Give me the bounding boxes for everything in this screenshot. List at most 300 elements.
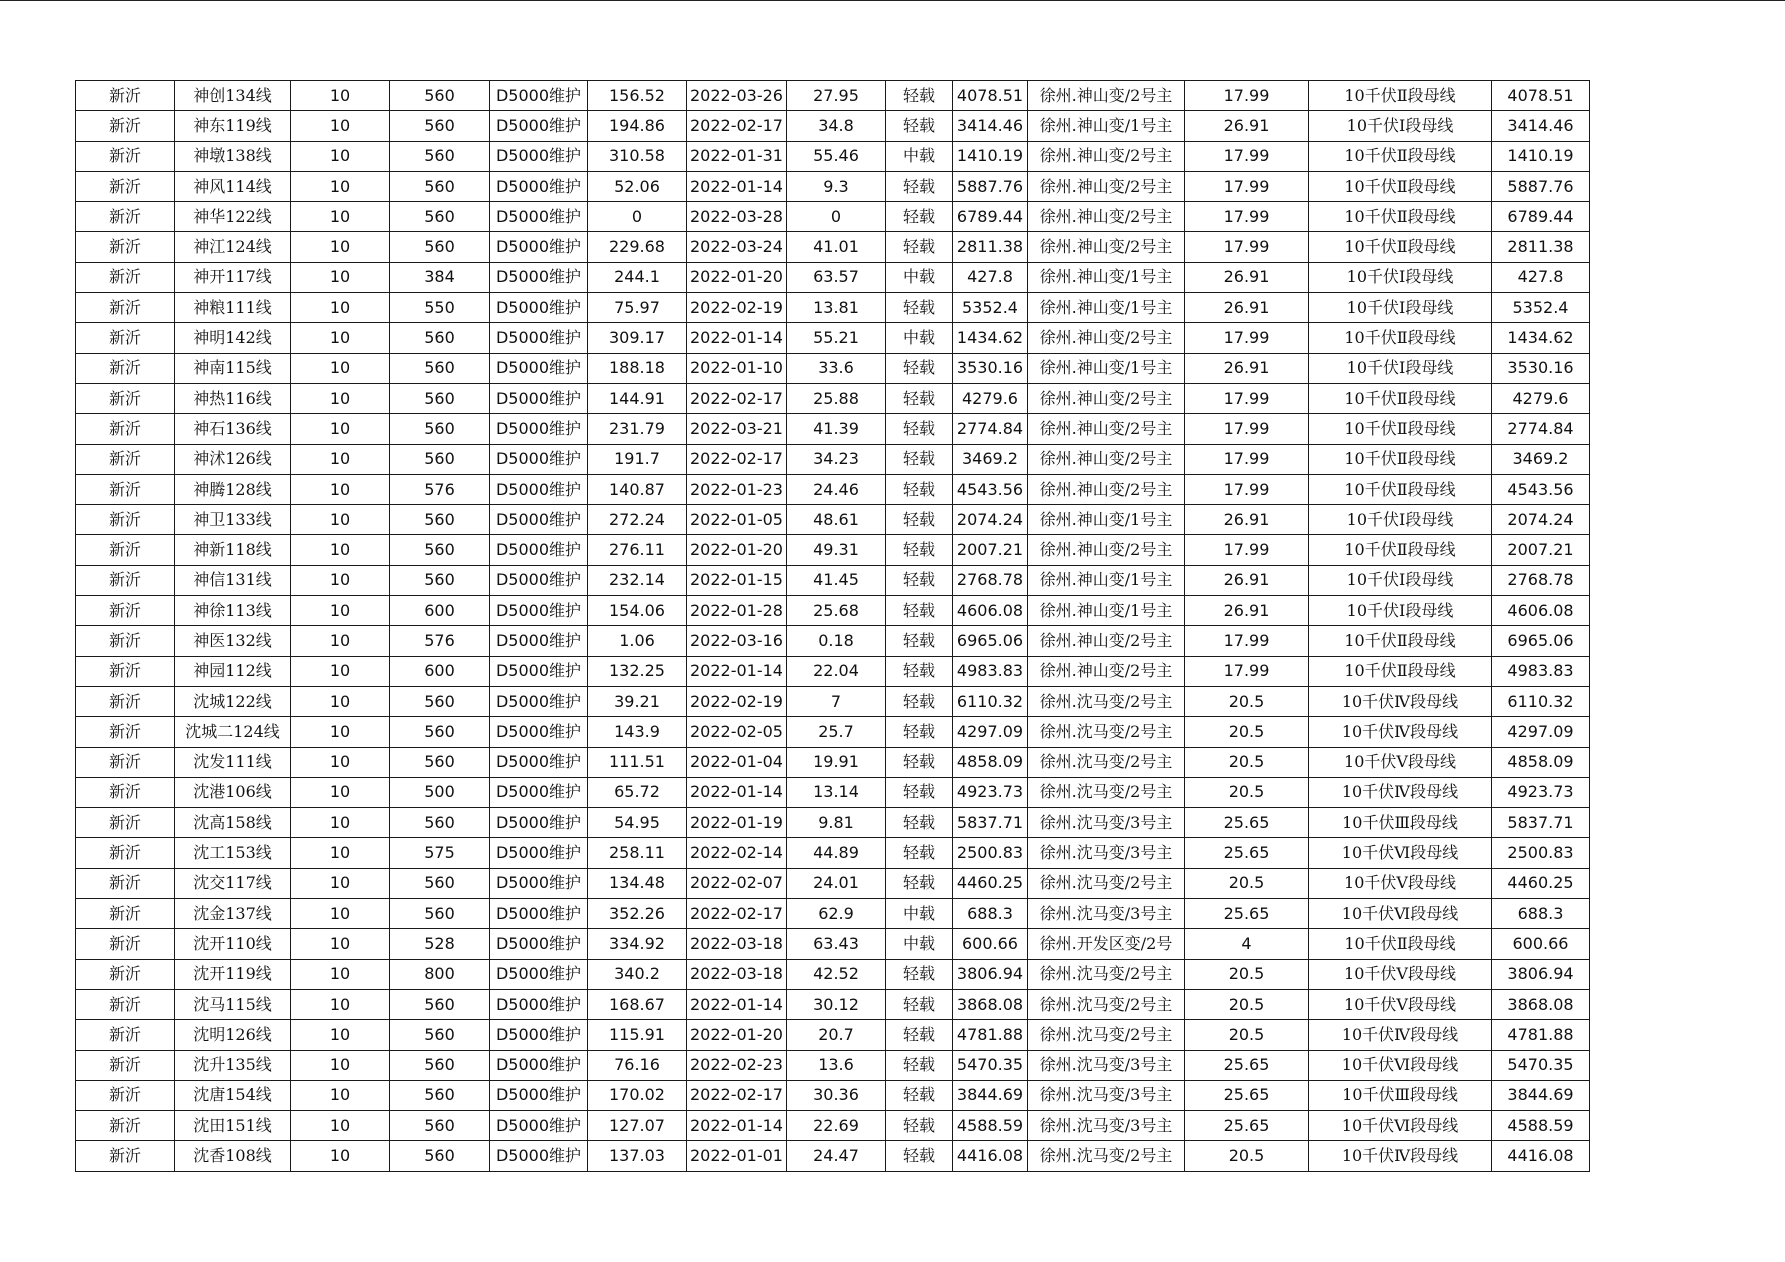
date-cell: 2022-01-14 [687, 656, 787, 686]
transformer-load-rate-cell: 20.5 [1185, 1020, 1309, 1050]
remaining-capacity-2-cell: 3868.08 [1492, 989, 1590, 1019]
remaining-capacity-2-cell: 5887.76 [1492, 171, 1590, 201]
table-row [76, 383, 1590, 413]
remaining-capacity-2-cell: 5352.4 [1492, 293, 1590, 323]
line-name-cell: 神东119线 [175, 111, 291, 141]
load-type-cell: 轻载 [886, 414, 953, 444]
table-row [76, 414, 1590, 444]
system-cell: D5000维护 [490, 111, 588, 141]
rated-current-cell: 560 [390, 1050, 490, 1080]
system-cell: D5000维护 [490, 293, 588, 323]
max-current-cell: 115.91 [588, 1020, 687, 1050]
voltage-cell: 10 [291, 202, 390, 232]
region-cell: 新沂 [76, 929, 175, 959]
table-row [76, 505, 1590, 535]
line-name-cell: 神卫133线 [175, 505, 291, 535]
busbar-cell: 10千伏Ⅴ段母线 [1309, 747, 1492, 777]
load-rate-cell: 34.8 [787, 111, 886, 141]
load-type-cell: 轻载 [886, 626, 953, 656]
max-current-cell: 134.48 [588, 868, 687, 898]
voltage-cell: 10 [291, 505, 390, 535]
remaining-capacity-2-cell: 2500.83 [1492, 838, 1590, 868]
line-name-cell: 神华122线 [175, 202, 291, 232]
load-rate-cell: 24.01 [787, 868, 886, 898]
load-type-cell: 轻载 [886, 717, 953, 747]
transformer-load-rate-cell: 20.5 [1185, 747, 1309, 777]
busbar-cell: 10千伏Ⅳ段母线 [1309, 717, 1492, 747]
load-rate-cell: 19.91 [787, 747, 886, 777]
source-cell: 徐州.沈马变/2号主 [1028, 1020, 1185, 1050]
system-cell: D5000维护 [490, 81, 588, 111]
region-cell: 新沂 [76, 777, 175, 807]
rated-current-cell: 575 [390, 838, 490, 868]
system-cell: D5000维护 [490, 1141, 588, 1171]
load-type-cell: 轻载 [886, 838, 953, 868]
max-current-cell: 276.11 [588, 535, 687, 565]
load-rate-cell: 41.39 [787, 414, 886, 444]
table-row [76, 596, 1590, 626]
system-cell: D5000维护 [490, 383, 588, 413]
max-current-cell: 52.06 [588, 171, 687, 201]
load-type-cell: 轻载 [886, 353, 953, 383]
rated-current-cell: 560 [390, 323, 490, 353]
rated-current-cell: 560 [390, 717, 490, 747]
line-name-cell: 神腾128线 [175, 474, 291, 504]
remaining-capacity-2-cell: 4588.59 [1492, 1111, 1590, 1141]
load-type-cell: 轻载 [886, 1020, 953, 1050]
transformer-load-rate-cell: 20.5 [1185, 686, 1309, 716]
system-cell: D5000维护 [490, 929, 588, 959]
system-cell: D5000维护 [490, 838, 588, 868]
load-rate-cell: 42.52 [787, 959, 886, 989]
system-cell: D5000维护 [490, 202, 588, 232]
date-cell: 2022-01-04 [687, 747, 787, 777]
rated-current-cell: 560 [390, 81, 490, 111]
date-cell: 2022-01-14 [687, 1111, 787, 1141]
remaining-capacity-2-cell: 4606.08 [1492, 596, 1590, 626]
max-current-cell: 154.06 [588, 596, 687, 626]
load-type-cell: 轻载 [886, 596, 953, 626]
busbar-cell: 10千伏Ⅰ段母线 [1309, 596, 1492, 626]
load-type-cell: 轻载 [886, 232, 953, 262]
remaining-capacity-cell: 600.66 [953, 929, 1028, 959]
system-cell: D5000维护 [490, 686, 588, 716]
system-cell: D5000维护 [490, 535, 588, 565]
load-type-cell: 轻载 [886, 1141, 953, 1171]
rated-current-cell: 560 [390, 535, 490, 565]
busbar-cell: 10千伏Ⅲ段母线 [1309, 808, 1492, 838]
load-rate-cell: 27.95 [787, 81, 886, 111]
rated-current-cell: 560 [390, 686, 490, 716]
remaining-capacity-2-cell: 4279.6 [1492, 383, 1590, 413]
busbar-cell: 10千伏Ⅱ段母线 [1309, 232, 1492, 262]
max-current-cell: 54.95 [588, 808, 687, 838]
rated-current-cell: 560 [390, 747, 490, 777]
line-name-cell: 神新118线 [175, 535, 291, 565]
remaining-capacity-cell: 2500.83 [953, 838, 1028, 868]
voltage-cell: 10 [291, 444, 390, 474]
rated-current-cell: 560 [390, 414, 490, 444]
rated-current-cell: 560 [390, 868, 490, 898]
voltage-cell: 10 [291, 1050, 390, 1080]
load-rate-cell: 33.6 [787, 353, 886, 383]
remaining-capacity-2-cell: 4460.25 [1492, 868, 1590, 898]
region-cell: 新沂 [76, 474, 175, 504]
page-top-rule [0, 0, 1785, 1]
transformer-load-rate-cell: 25.65 [1185, 1111, 1309, 1141]
transformer-load-rate-cell: 25.65 [1185, 899, 1309, 929]
date-cell: 2022-03-28 [687, 202, 787, 232]
table-row [76, 293, 1590, 323]
remaining-capacity-cell: 2774.84 [953, 414, 1028, 444]
date-cell: 2022-01-28 [687, 596, 787, 626]
busbar-cell: 10千伏Ⅵ段母线 [1309, 1111, 1492, 1141]
remaining-capacity-cell: 5352.4 [953, 293, 1028, 323]
load-type-cell: 轻载 [886, 81, 953, 111]
transformer-load-rate-cell: 20.5 [1185, 717, 1309, 747]
max-current-cell: 137.03 [588, 1141, 687, 1171]
busbar-cell: 10千伏Ⅱ段母线 [1309, 383, 1492, 413]
busbar-cell: 10千伏Ⅱ段母线 [1309, 202, 1492, 232]
transformer-load-rate-cell: 25.65 [1185, 1080, 1309, 1110]
source-cell: 徐州.沈马变/2号主 [1028, 747, 1185, 777]
voltage-cell: 10 [291, 474, 390, 504]
remaining-capacity-cell: 4923.73 [953, 777, 1028, 807]
remaining-capacity-2-cell: 4781.88 [1492, 1020, 1590, 1050]
max-current-cell: 168.67 [588, 989, 687, 1019]
transformer-load-rate-cell: 20.5 [1185, 959, 1309, 989]
transformer-load-rate-cell: 17.99 [1185, 141, 1309, 171]
table-row [76, 626, 1590, 656]
remaining-capacity-2-cell: 4858.09 [1492, 747, 1590, 777]
rated-current-cell: 550 [390, 293, 490, 323]
load-type-cell: 轻载 [886, 1111, 953, 1141]
date-cell: 2022-01-20 [687, 1020, 787, 1050]
table-row [76, 747, 1590, 777]
voltage-cell: 10 [291, 747, 390, 777]
transformer-load-rate-cell: 17.99 [1185, 626, 1309, 656]
source-cell: 徐州.神山变/2号主 [1028, 202, 1185, 232]
load-rate-cell: 30.36 [787, 1080, 886, 1110]
line-name-cell: 沈明126线 [175, 1020, 291, 1050]
table-row [76, 1080, 1590, 1110]
load-rate-cell: 13.14 [787, 777, 886, 807]
date-cell: 2022-03-18 [687, 929, 787, 959]
remaining-capacity-cell: 4781.88 [953, 1020, 1028, 1050]
transformer-load-rate-cell: 26.91 [1185, 262, 1309, 292]
load-type-cell: 轻载 [886, 111, 953, 141]
load-type-cell: 轻载 [886, 959, 953, 989]
system-cell: D5000维护 [490, 171, 588, 201]
system-cell: D5000维护 [490, 323, 588, 353]
line-name-cell: 沈开110线 [175, 929, 291, 959]
remaining-capacity-cell: 4543.56 [953, 474, 1028, 504]
load-type-cell: 轻载 [886, 1050, 953, 1080]
date-cell: 2022-01-23 [687, 474, 787, 504]
remaining-capacity-cell: 3414.46 [953, 111, 1028, 141]
remaining-capacity-2-cell: 5470.35 [1492, 1050, 1590, 1080]
max-current-cell: 229.68 [588, 232, 687, 262]
system-cell: D5000维护 [490, 656, 588, 686]
system-cell: D5000维护 [490, 989, 588, 1019]
voltage-cell: 10 [291, 717, 390, 747]
transformer-load-rate-cell: 26.91 [1185, 293, 1309, 323]
transformer-load-rate-cell: 17.99 [1185, 474, 1309, 504]
busbar-cell: 10千伏Ⅱ段母线 [1309, 474, 1492, 504]
system-cell: D5000维护 [490, 444, 588, 474]
load-type-cell: 轻载 [886, 747, 953, 777]
load-rate-cell: 25.68 [787, 596, 886, 626]
date-cell: 2022-01-14 [687, 989, 787, 1019]
load-rate-cell: 24.47 [787, 1141, 886, 1171]
max-current-cell: 143.9 [588, 717, 687, 747]
load-type-cell: 中载 [886, 929, 953, 959]
voltage-cell: 10 [291, 626, 390, 656]
voltage-cell: 10 [291, 808, 390, 838]
table-row [76, 232, 1590, 262]
load-rate-cell: 41.45 [787, 565, 886, 595]
remaining-capacity-cell: 4416.08 [953, 1141, 1028, 1171]
source-cell: 徐州.沈马变/2号主 [1028, 686, 1185, 716]
voltage-cell: 10 [291, 353, 390, 383]
date-cell: 2022-02-14 [687, 838, 787, 868]
table-row [76, 989, 1590, 1019]
voltage-cell: 10 [291, 596, 390, 626]
transformer-load-rate-cell: 17.99 [1185, 202, 1309, 232]
source-cell: 徐州.神山变/2号主 [1028, 414, 1185, 444]
rated-current-cell: 560 [390, 111, 490, 141]
date-cell: 2022-01-14 [687, 323, 787, 353]
transformer-load-rate-cell: 20.5 [1185, 989, 1309, 1019]
busbar-cell: 10千伏Ⅰ段母线 [1309, 565, 1492, 595]
region-cell: 新沂 [76, 1080, 175, 1110]
load-rate-cell: 20.7 [787, 1020, 886, 1050]
remaining-capacity-cell: 3530.16 [953, 353, 1028, 383]
voltage-cell: 10 [291, 1141, 390, 1171]
line-name-cell: 沈香108线 [175, 1141, 291, 1171]
transformer-load-rate-cell: 17.99 [1185, 323, 1309, 353]
date-cell: 2022-01-19 [687, 808, 787, 838]
voltage-cell: 10 [291, 171, 390, 201]
source-cell: 徐州.神山变/2号主 [1028, 141, 1185, 171]
source-cell: 徐州.沈马变/2号主 [1028, 959, 1185, 989]
remaining-capacity-cell: 2811.38 [953, 232, 1028, 262]
rated-current-cell: 560 [390, 1020, 490, 1050]
load-type-cell: 轻载 [886, 474, 953, 504]
table-row [76, 899, 1590, 929]
busbar-cell: 10千伏Ⅳ段母线 [1309, 1020, 1492, 1050]
load-rate-cell: 13.6 [787, 1050, 886, 1080]
system-cell: D5000维护 [490, 777, 588, 807]
system-cell: D5000维护 [490, 868, 588, 898]
line-name-cell: 沈工153线 [175, 838, 291, 868]
region-cell: 新沂 [76, 868, 175, 898]
date-cell: 2022-02-07 [687, 868, 787, 898]
table-row [76, 838, 1590, 868]
source-cell: 徐州.沈马变/2号主 [1028, 989, 1185, 1019]
remaining-capacity-2-cell: 427.8 [1492, 262, 1590, 292]
rated-current-cell: 560 [390, 989, 490, 1019]
remaining-capacity-cell: 4297.09 [953, 717, 1028, 747]
region-cell: 新沂 [76, 171, 175, 201]
remaining-capacity-2-cell: 2768.78 [1492, 565, 1590, 595]
load-rate-cell: 13.81 [787, 293, 886, 323]
date-cell: 2022-01-14 [687, 171, 787, 201]
busbar-cell: 10千伏Ⅱ段母线 [1309, 929, 1492, 959]
busbar-cell: 10千伏Ⅴ段母线 [1309, 868, 1492, 898]
voltage-cell: 10 [291, 565, 390, 595]
system-cell: D5000维护 [490, 959, 588, 989]
system-cell: D5000维护 [490, 596, 588, 626]
max-current-cell: 272.24 [588, 505, 687, 535]
source-cell: 徐州.神山变/1号主 [1028, 505, 1185, 535]
rated-current-cell: 560 [390, 1080, 490, 1110]
load-rate-cell: 0.18 [787, 626, 886, 656]
date-cell: 2022-01-15 [687, 565, 787, 595]
load-rate-cell: 9.81 [787, 808, 886, 838]
remaining-capacity-2-cell: 6110.32 [1492, 686, 1590, 716]
date-cell: 2022-02-17 [687, 444, 787, 474]
table-row [76, 959, 1590, 989]
line-name-cell: 神明142线 [175, 323, 291, 353]
rated-current-cell: 560 [390, 1111, 490, 1141]
system-cell: D5000维护 [490, 565, 588, 595]
max-current-cell: 111.51 [588, 747, 687, 777]
load-type-cell: 轻载 [886, 777, 953, 807]
system-cell: D5000维护 [490, 1050, 588, 1080]
transformer-load-rate-cell: 17.99 [1185, 232, 1309, 262]
voltage-cell: 10 [291, 989, 390, 1019]
voltage-cell: 10 [291, 535, 390, 565]
source-cell: 徐州.沈马变/3号主 [1028, 1080, 1185, 1110]
table-row [76, 111, 1590, 141]
region-cell: 新沂 [76, 989, 175, 1019]
rated-current-cell: 600 [390, 596, 490, 626]
remaining-capacity-cell: 4983.83 [953, 656, 1028, 686]
load-rate-cell: 62.9 [787, 899, 886, 929]
remaining-capacity-2-cell: 5837.71 [1492, 808, 1590, 838]
transformer-load-rate-cell: 17.99 [1185, 171, 1309, 201]
region-cell: 新沂 [76, 111, 175, 141]
remaining-capacity-cell: 4279.6 [953, 383, 1028, 413]
line-name-cell: 神粮111线 [175, 293, 291, 323]
date-cell: 2022-01-20 [687, 262, 787, 292]
load-rate-cell: 22.69 [787, 1111, 886, 1141]
table-row [76, 929, 1590, 959]
remaining-capacity-2-cell: 4078.51 [1492, 81, 1590, 111]
transformer-load-rate-cell: 17.99 [1185, 535, 1309, 565]
remaining-capacity-cell: 2007.21 [953, 535, 1028, 565]
transformer-load-rate-cell: 20.5 [1185, 1141, 1309, 1171]
system-cell: D5000维护 [490, 747, 588, 777]
max-current-cell: 194.86 [588, 111, 687, 141]
region-cell: 新沂 [76, 353, 175, 383]
max-current-cell: 334.92 [588, 929, 687, 959]
region-cell: 新沂 [76, 899, 175, 929]
load-rate-cell: 25.88 [787, 383, 886, 413]
rated-current-cell: 560 [390, 171, 490, 201]
max-current-cell: 156.52 [588, 81, 687, 111]
busbar-cell: 10千伏Ⅰ段母线 [1309, 505, 1492, 535]
table-row [76, 868, 1590, 898]
system-cell: D5000维护 [490, 1080, 588, 1110]
system-cell: D5000维护 [490, 1111, 588, 1141]
rated-current-cell: 560 [390, 444, 490, 474]
transformer-load-rate-cell: 17.99 [1185, 383, 1309, 413]
rated-current-cell: 560 [390, 383, 490, 413]
line-name-cell: 神热116线 [175, 383, 291, 413]
load-rate-cell: 34.23 [787, 444, 886, 474]
remaining-capacity-2-cell: 6789.44 [1492, 202, 1590, 232]
region-cell: 新沂 [76, 626, 175, 656]
remaining-capacity-2-cell: 3469.2 [1492, 444, 1590, 474]
region-cell: 新沂 [76, 535, 175, 565]
load-rate-cell: 49.31 [787, 535, 886, 565]
source-cell: 徐州.神山变/2号主 [1028, 232, 1185, 262]
line-name-cell: 沈马115线 [175, 989, 291, 1019]
voltage-cell: 10 [291, 838, 390, 868]
remaining-capacity-2-cell: 2074.24 [1492, 505, 1590, 535]
remaining-capacity-2-cell: 3844.69 [1492, 1080, 1590, 1110]
busbar-cell: 10千伏Ⅰ段母线 [1309, 111, 1492, 141]
line-name-cell: 沈金137线 [175, 899, 291, 929]
table-row [76, 1050, 1590, 1080]
max-current-cell: 231.79 [588, 414, 687, 444]
remaining-capacity-cell: 1410.19 [953, 141, 1028, 171]
line-name-cell: 神园112线 [175, 656, 291, 686]
line-name-cell: 沈升135线 [175, 1050, 291, 1080]
source-cell: 徐州.神山变/1号主 [1028, 111, 1185, 141]
line-name-cell: 神石136线 [175, 414, 291, 444]
table-row [76, 1020, 1590, 1050]
remaining-capacity-cell: 427.8 [953, 262, 1028, 292]
voltage-cell: 10 [291, 81, 390, 111]
busbar-cell: 10千伏Ⅳ段母线 [1309, 686, 1492, 716]
line-name-cell: 神开117线 [175, 262, 291, 292]
table-row [76, 535, 1590, 565]
voltage-cell: 10 [291, 1111, 390, 1141]
max-current-cell: 132.25 [588, 656, 687, 686]
load-rate-cell: 63.57 [787, 262, 886, 292]
rated-current-cell: 500 [390, 777, 490, 807]
transformer-load-rate-cell: 26.91 [1185, 505, 1309, 535]
table-row [76, 565, 1590, 595]
transformer-load-rate-cell: 17.99 [1185, 656, 1309, 686]
max-current-cell: 244.1 [588, 262, 687, 292]
load-rate-cell: 22.04 [787, 656, 886, 686]
region-cell: 新沂 [76, 262, 175, 292]
date-cell: 2022-01-20 [687, 535, 787, 565]
region-cell: 新沂 [76, 505, 175, 535]
load-rate-cell: 24.46 [787, 474, 886, 504]
region-cell: 新沂 [76, 1050, 175, 1080]
line-name-cell: 神墩138线 [175, 141, 291, 171]
source-cell: 徐州.神山变/1号主 [1028, 565, 1185, 595]
source-cell: 徐州.神山变/2号主 [1028, 444, 1185, 474]
rated-current-cell: 560 [390, 141, 490, 171]
transformer-load-rate-cell: 20.5 [1185, 868, 1309, 898]
load-type-cell: 轻载 [886, 656, 953, 686]
region-cell: 新沂 [76, 656, 175, 686]
busbar-cell: 10千伏Ⅱ段母线 [1309, 414, 1492, 444]
busbar-cell: 10千伏Ⅱ段母线 [1309, 626, 1492, 656]
remaining-capacity-2-cell: 3414.46 [1492, 111, 1590, 141]
transformer-load-rate-cell: 25.65 [1185, 1050, 1309, 1080]
line-name-cell: 沈城二124线 [175, 717, 291, 747]
busbar-cell: 10千伏Ⅱ段母线 [1309, 141, 1492, 171]
source-cell: 徐州.沈马变/3号主 [1028, 899, 1185, 929]
system-cell: D5000维护 [490, 141, 588, 171]
